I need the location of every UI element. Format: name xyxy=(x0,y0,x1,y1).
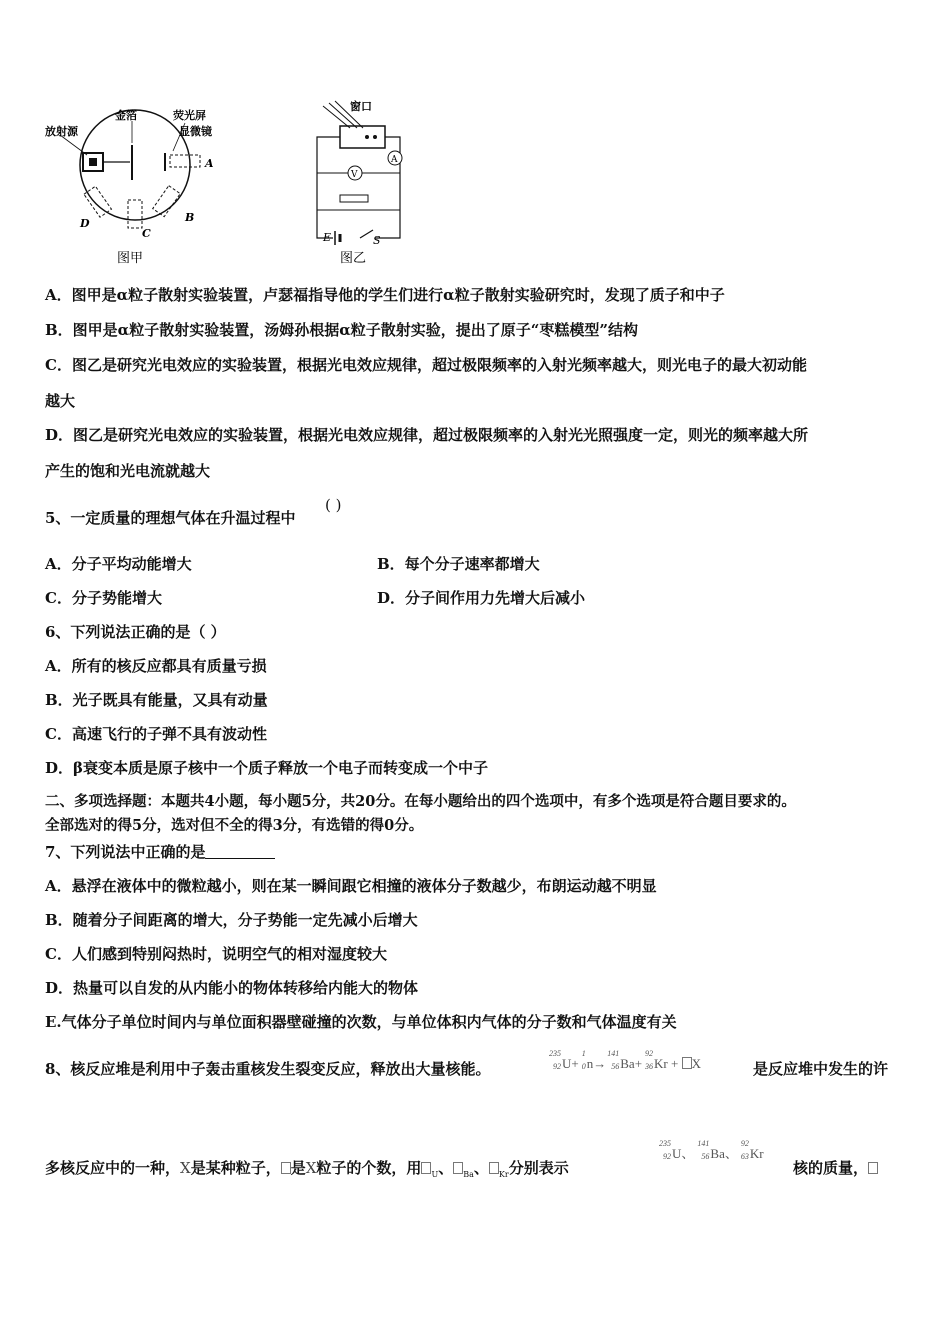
label-S: S xyxy=(373,234,381,247)
q4-option-d-line1: D．图乙是研究光电效应的实验装置，根据光电效应规律，超过极限频率的入射光光照强度一定，则光的频率越大所 xyxy=(45,426,809,444)
q6-option-c: C．高速飞行的子弹不具有波动性 xyxy=(45,725,267,743)
q7-option-b: B．随着分子间距离的增大，分子势能一定先减小后增大 xyxy=(45,911,418,929)
q6-stem: 6、下列说法正确的是（ ） xyxy=(45,623,226,641)
q7-option-d: D．热量可以自发的从内能小的物体转移给内能大的物体 xyxy=(45,979,419,997)
q4-option-c-line1: C．图乙是研究光电效应的实验装置，根据光电效应规律，超过极限频率的入射光频率越大，则光电子的最大初动能 xyxy=(45,356,807,374)
figure-yi-apparatus xyxy=(305,98,415,268)
q5-stem: 5、一定质量的理想气体在升温过程中 xyxy=(45,509,296,527)
q7-stem xyxy=(45,842,275,862)
label-A: A xyxy=(205,157,214,170)
q4-option-c-line2: 越大 xyxy=(45,392,76,410)
section2-instructions: 全部选对的得5分，选对但不全的得3分，有选错的得0分。 xyxy=(45,817,424,834)
q5-option-c: C．分子势能增大 xyxy=(45,589,162,607)
q8-text-line1-end: 是反应堆中发生的许 xyxy=(753,1060,889,1078)
voltmeter-label: V xyxy=(351,170,358,180)
label-C: C xyxy=(142,227,151,240)
label-foil: 金箔 xyxy=(115,109,137,122)
q8-text-line1: 8、核反应堆是利用中子轰击重核发生裂变反应，释放出大量核能。 xyxy=(45,1060,491,1078)
q6-option-d: D．β衰变本质是原子核中一个质子释放一个电子而转变成一个中子 xyxy=(45,759,488,777)
ammeter-label: A xyxy=(391,155,398,165)
q7-answer-blank[interactable] xyxy=(205,844,275,859)
q8-text-line2-end: 核的质量， xyxy=(793,1158,878,1178)
caption-jia: 图甲 xyxy=(117,251,144,266)
q7-option-a: A．悬浮在液体中的微粒越小，则在某一瞬间跟它相撞的液体分子数越少，布朗运动越不明显 xyxy=(45,877,657,895)
q5-option-b: B．每个分子速率都增大 xyxy=(377,555,540,573)
q7-stem-text: 7、下列说法中正确的是 xyxy=(45,843,206,861)
label-source: 放射源 xyxy=(45,125,78,138)
q4-option-d-line2: 产生的饱和光电流就越大 xyxy=(45,462,211,480)
label-D: D xyxy=(80,217,90,230)
window-label: 窗口 xyxy=(350,100,372,113)
figure-jia-apparatus xyxy=(45,105,230,270)
q5-answer-paren: ( ) xyxy=(325,496,342,514)
q4-option-b: B．图甲是α粒子散射实验装置，汤姆孙根据α粒子散射实验，提出了原子“枣糕模型”结构 xyxy=(45,321,639,339)
q4-option-a: A．图甲是α粒子散射实验装置，卢瑟福指导他的学生们进行α粒子散射实验研究时，发现了质子和中子 xyxy=(45,286,725,304)
q8-reaction-equation: 235 92 U+ 1 0 n→ 141 56 Ba+ 92 36 Kr + X xyxy=(549,1049,701,1071)
label-microscope: 显微镜 xyxy=(179,125,212,138)
label-E: E xyxy=(323,231,332,244)
q7-option-e: E.气体分子单位时间内与单位面积器壁碰撞的次数，与单位体积内气体的分子数和气体温度有关 xyxy=(45,1013,677,1031)
q5-option-d: D．分子间作用力先增大后减小 xyxy=(377,589,586,607)
q6-option-a: A．所有的核反应都具有质量亏损 xyxy=(45,657,267,675)
label-B: B xyxy=(185,211,195,224)
q6-option-b: B．光子既具有能量，又具有动量 xyxy=(45,691,268,709)
q8-text-line2: 多核反应中的一种，X是某种粒子， 是X粒子的个数，用 $_U$、 $_{Ba}$、 $_{Kr}$分别表示 xyxy=(45,1159,569,1179)
section2-heading: 二、多项选择题：本题共4小题，每小题5分，共20分。在每小题给出的四个选项中，有多个选项是符合题目要求的。 xyxy=(45,793,796,810)
q5-option-a: A．分子平均动能增大 xyxy=(45,555,192,573)
label-screen: 荧光屏 xyxy=(173,109,206,122)
caption-yi: 图乙 xyxy=(340,251,367,266)
q7-option-c: C．人们感到特别闷热时，说明空气的相对湿度较大 xyxy=(45,945,387,963)
q8-nuclide-list: 235 92 U、 141 56 Ba、 92 63 Kr xyxy=(659,1139,764,1161)
